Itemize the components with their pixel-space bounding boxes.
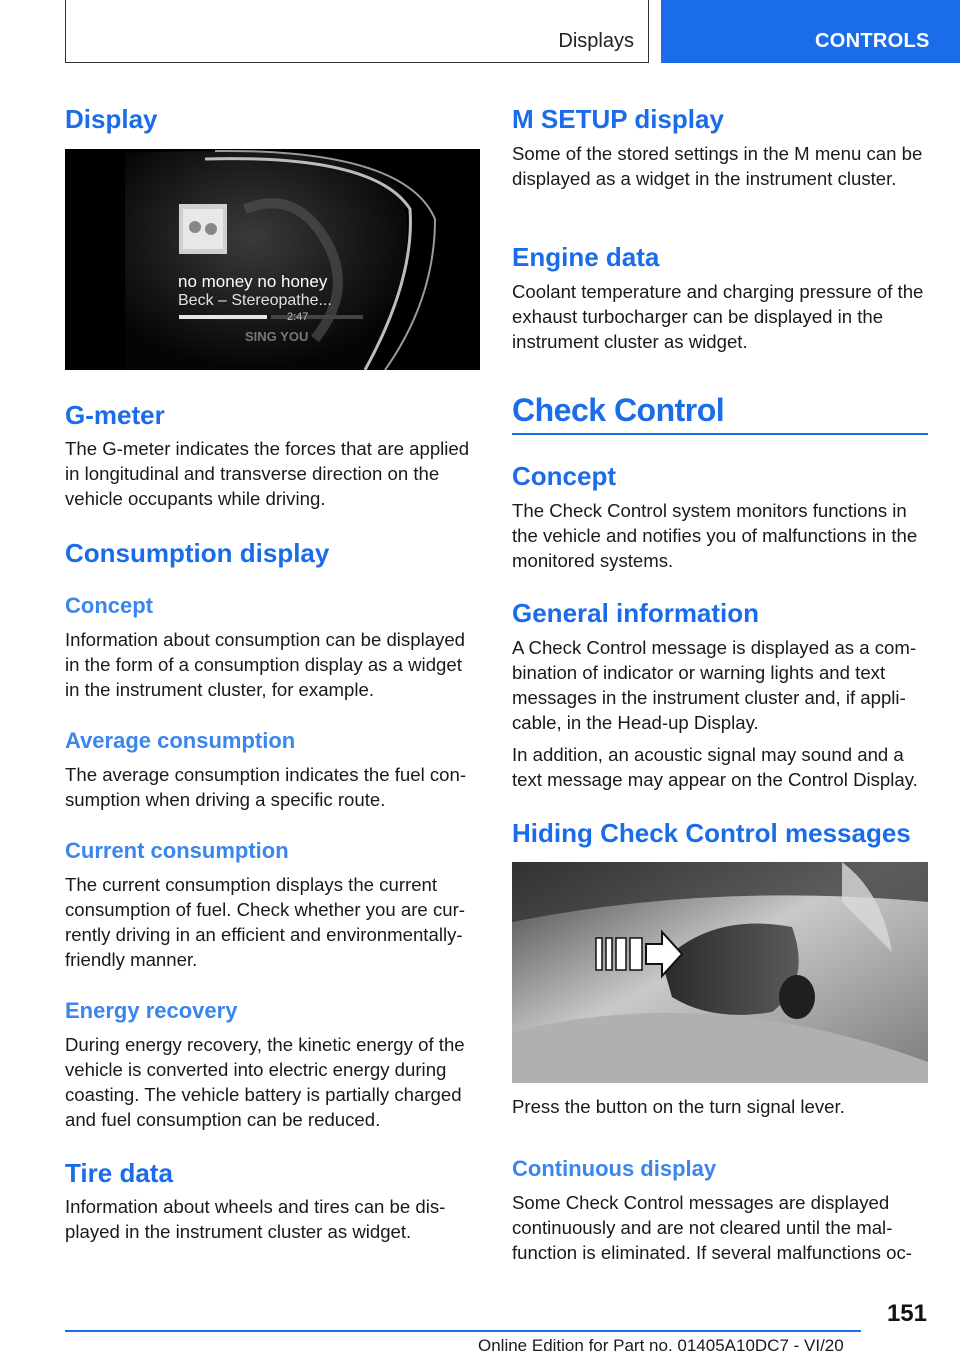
general-information-heading: General information	[512, 598, 760, 628]
check-concept-text: The Check Control system monitors functions in the vehicle and notifies you of malfunctions in the monitored systems.	[512, 500, 918, 571]
page-number: 151	[886, 1300, 927, 1327]
header-section-title: Displays	[558, 30, 634, 52]
track-artist: Beck – Stereopathe...	[178, 292, 332, 309]
consumption-concept-text: Information about consumption can be displayed in the form of a consumption display as a widget in the instrument cluster, for example.	[65, 629, 466, 700]
general-information-text-1: A Check Control message is displayed as a combination of indicator or warning lights and text messages in the instrument cluster and, if applicable, in the Head-up Display.	[512, 637, 917, 733]
continuous-display-text: Some Check Control messages are displayed continuously and are not cleared until the malfunction is eliminated. If several malfunctions oc-	[512, 1192, 912, 1263]
track-badge: SING YOU	[245, 329, 309, 344]
consumption-concept-heading: Concept	[65, 593, 153, 618]
energy-recovery-text: During energy recovery, the kinetic energy of the vehicle is converted into electric energy during coasting. The vehicle battery is partially charged and fuel consumption can be reduced.	[65, 1034, 465, 1130]
hiding-messages-heading: Hiding Check Control messages	[512, 818, 911, 848]
header-chapter-tab[interactable]: CONTROLS	[661, 0, 960, 63]
general-information-text-2: In addition, an acoustic signal may sound and a text message may appear on the Control Display.	[512, 744, 918, 790]
footer-edition: Online Edition for Part no. 01405A10DC7 - VI/20	[478, 1336, 844, 1355]
turn-signal-lever-image	[512, 862, 928, 1083]
tire-data-text: Information about wheels and tires can be displayed in the instrument cluster as widget.	[65, 1196, 446, 1242]
turn-signal-lever-illustration	[512, 862, 928, 1083]
check-control-rule	[512, 433, 928, 435]
gmeter-heading: G-meter	[65, 400, 165, 430]
msetup-text: Some of the stored settings in the M menu can be displayed as a widget in the instrument cluster.	[512, 143, 923, 189]
engine-data-heading: Engine data	[512, 242, 660, 272]
average-consumption-text: The average consumption indicates the fuel consumption when driving a specific route.	[65, 764, 467, 810]
footer-rule	[65, 1330, 861, 1332]
tire-data-heading: Tire data	[65, 1158, 173, 1188]
current-consumption-heading: Current consumption	[65, 838, 289, 863]
check-control-heading: Check Control	[512, 392, 725, 428]
gmeter-text: The G-meter indicates the forces that are applied in longitudinal and transverse direction on the vehicle occupants while driving.	[65, 438, 470, 509]
continuous-display-heading: Continuous display	[512, 1156, 717, 1181]
average-consumption-heading: Average consumption	[65, 728, 296, 753]
track-title: no money no honey	[178, 272, 328, 291]
msetup-heading: M SETUP display	[512, 104, 724, 134]
press-button-text: Press the button on the turn signal lever.	[512, 1096, 845, 1117]
display-heading: Display	[65, 104, 158, 134]
track-progress-bar	[179, 315, 267, 319]
check-concept-heading: Concept	[512, 461, 616, 491]
consumption-display-heading: Consumption display	[65, 538, 330, 568]
header-section-box	[65, 0, 649, 63]
engine-data-text: Coolant temperature and charging pressure of the exhaust turbocharger can be displayed in the instrument cluster as widget.	[512, 281, 924, 352]
track-time: 2:47	[287, 311, 309, 323]
energy-recovery-heading: Energy recovery	[65, 998, 238, 1023]
current-consumption-text: The current consumption displays the current consumption of fuel. Check whether you are currently driving in an efficient and environmentally-friendly manner.	[65, 874, 465, 970]
instrument-cluster-image	[65, 149, 480, 370]
